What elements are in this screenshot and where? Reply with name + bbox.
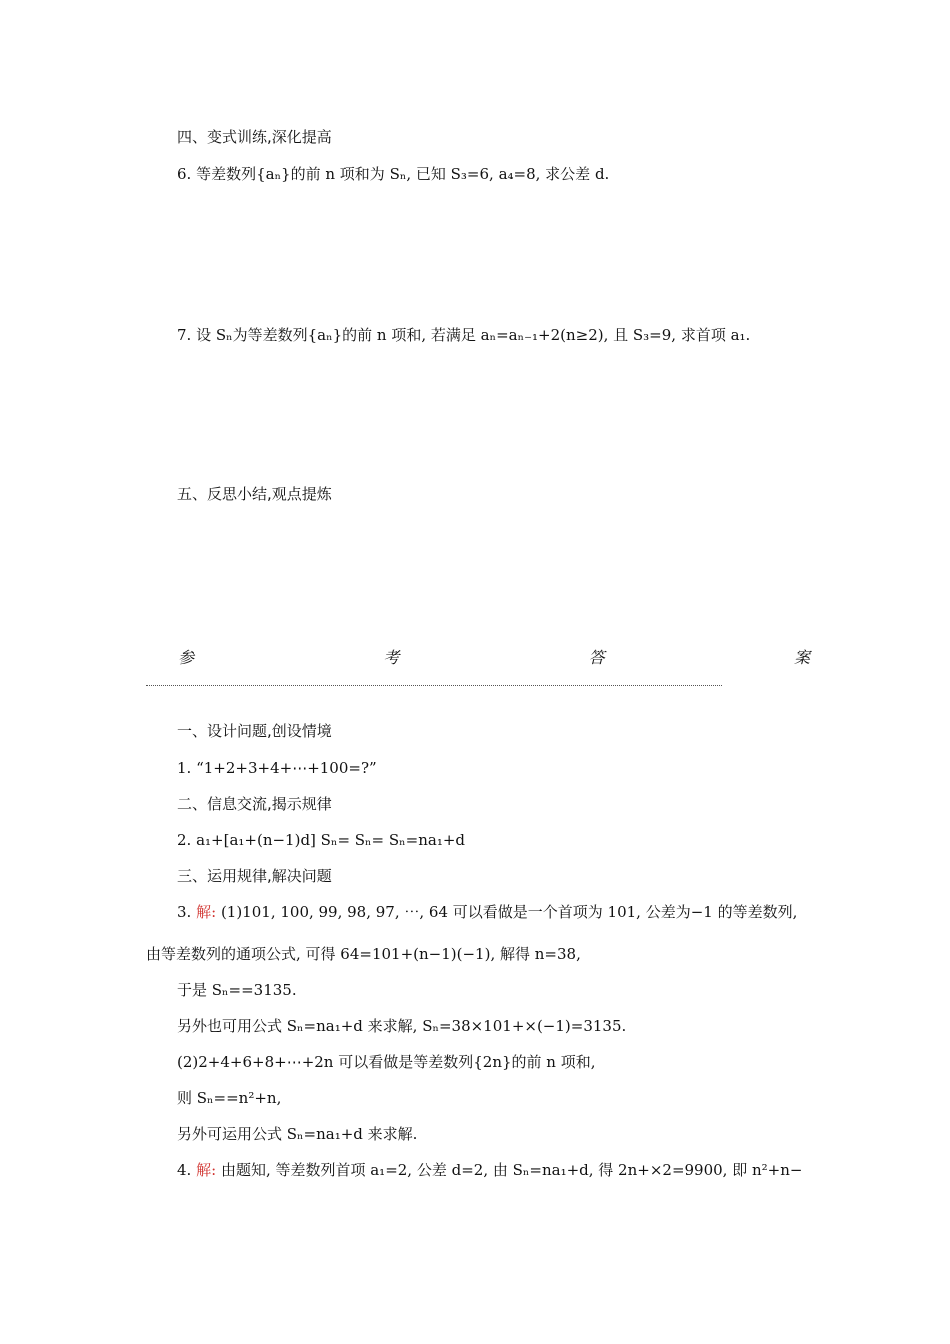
answer-4-line-1: [177, 1160, 802, 1180]
answer-1: 1. “1+2+3+4+⋯+100=?”: [177, 759, 377, 777]
answer-4-text: 由题知, 等差数列首项 a₁=2, 公差 d=2, 由 Sₙ=na₁+d, 得 2n+×2=9900, 即 n²+n−: [220, 1161, 803, 1179]
answer-title: [178, 645, 810, 668]
dotted-divider: [146, 685, 722, 686]
solution-label: 解:: [196, 1161, 217, 1179]
question-7: 7. 设 Sₙ为等差数列{aₙ}的前 n 项和, 若满足 aₙ=aₙ₋₁+2(n≥2), 且 S₃=9, 求首项 a₁.: [177, 326, 751, 344]
answer-3-line-4: 另外也可用公式 Sₙ=na₁+d 来求解, Sₙ=38×101+×(−1)=3135.: [177, 1017, 627, 1035]
answer-heading-1: 一、设计问题,创设情境: [177, 722, 332, 740]
answer-4-number: 4.: [177, 1161, 192, 1179]
answer-3-line-5: (2)2+4+6+8+⋯+2n 可以看做是等差数列{2n}的前 n 项和,: [177, 1053, 596, 1071]
answer-3-text: (1)101, 100, 99, 98, 97, ⋯, 64 可以看做是一个首项为 101, 公差为−1 的等差数列,: [220, 903, 798, 921]
answer-title-char: 答: [588, 648, 605, 667]
answer-3-line-2: 由等差数列的通项公式, 可得 64=101+(n−1)(−1), 解得 n=38,: [146, 945, 581, 963]
answer-heading-3: 三、运用规律,解决问题: [177, 867, 332, 885]
section-4-heading: 四、变式训练,深化提高: [177, 128, 332, 146]
answer-3-number: 3.: [177, 903, 192, 921]
solution-label: 解:: [196, 903, 217, 921]
question-6: 6. 等差数列{aₙ}的前 n 项和为 Sₙ, 已知 S₃=6, a₄=8, 求公差 d.: [177, 165, 610, 183]
answer-3-line-6: 则 Sₙ==n²+n,: [177, 1089, 282, 1107]
answer-title-char: 参: [178, 648, 195, 667]
answer-3-line-1: [177, 902, 797, 922]
answer-title-char: 案: [793, 648, 810, 667]
answer-title-char: 考: [383, 648, 400, 667]
answer-2: 2. a₁+[a₁+(n−1)d] Sₙ= Sₙ= Sₙ=na₁+d: [177, 831, 466, 849]
answer-3-line-7: 另外可运用公式 Sₙ=na₁+d 来求解.: [177, 1125, 418, 1143]
section-5-heading: 五、反思小结,观点提炼: [177, 485, 332, 503]
answer-heading-2: 二、信息交流,揭示规律: [177, 795, 332, 813]
answer-3-line-3: 于是 Sₙ==3135.: [177, 981, 297, 999]
